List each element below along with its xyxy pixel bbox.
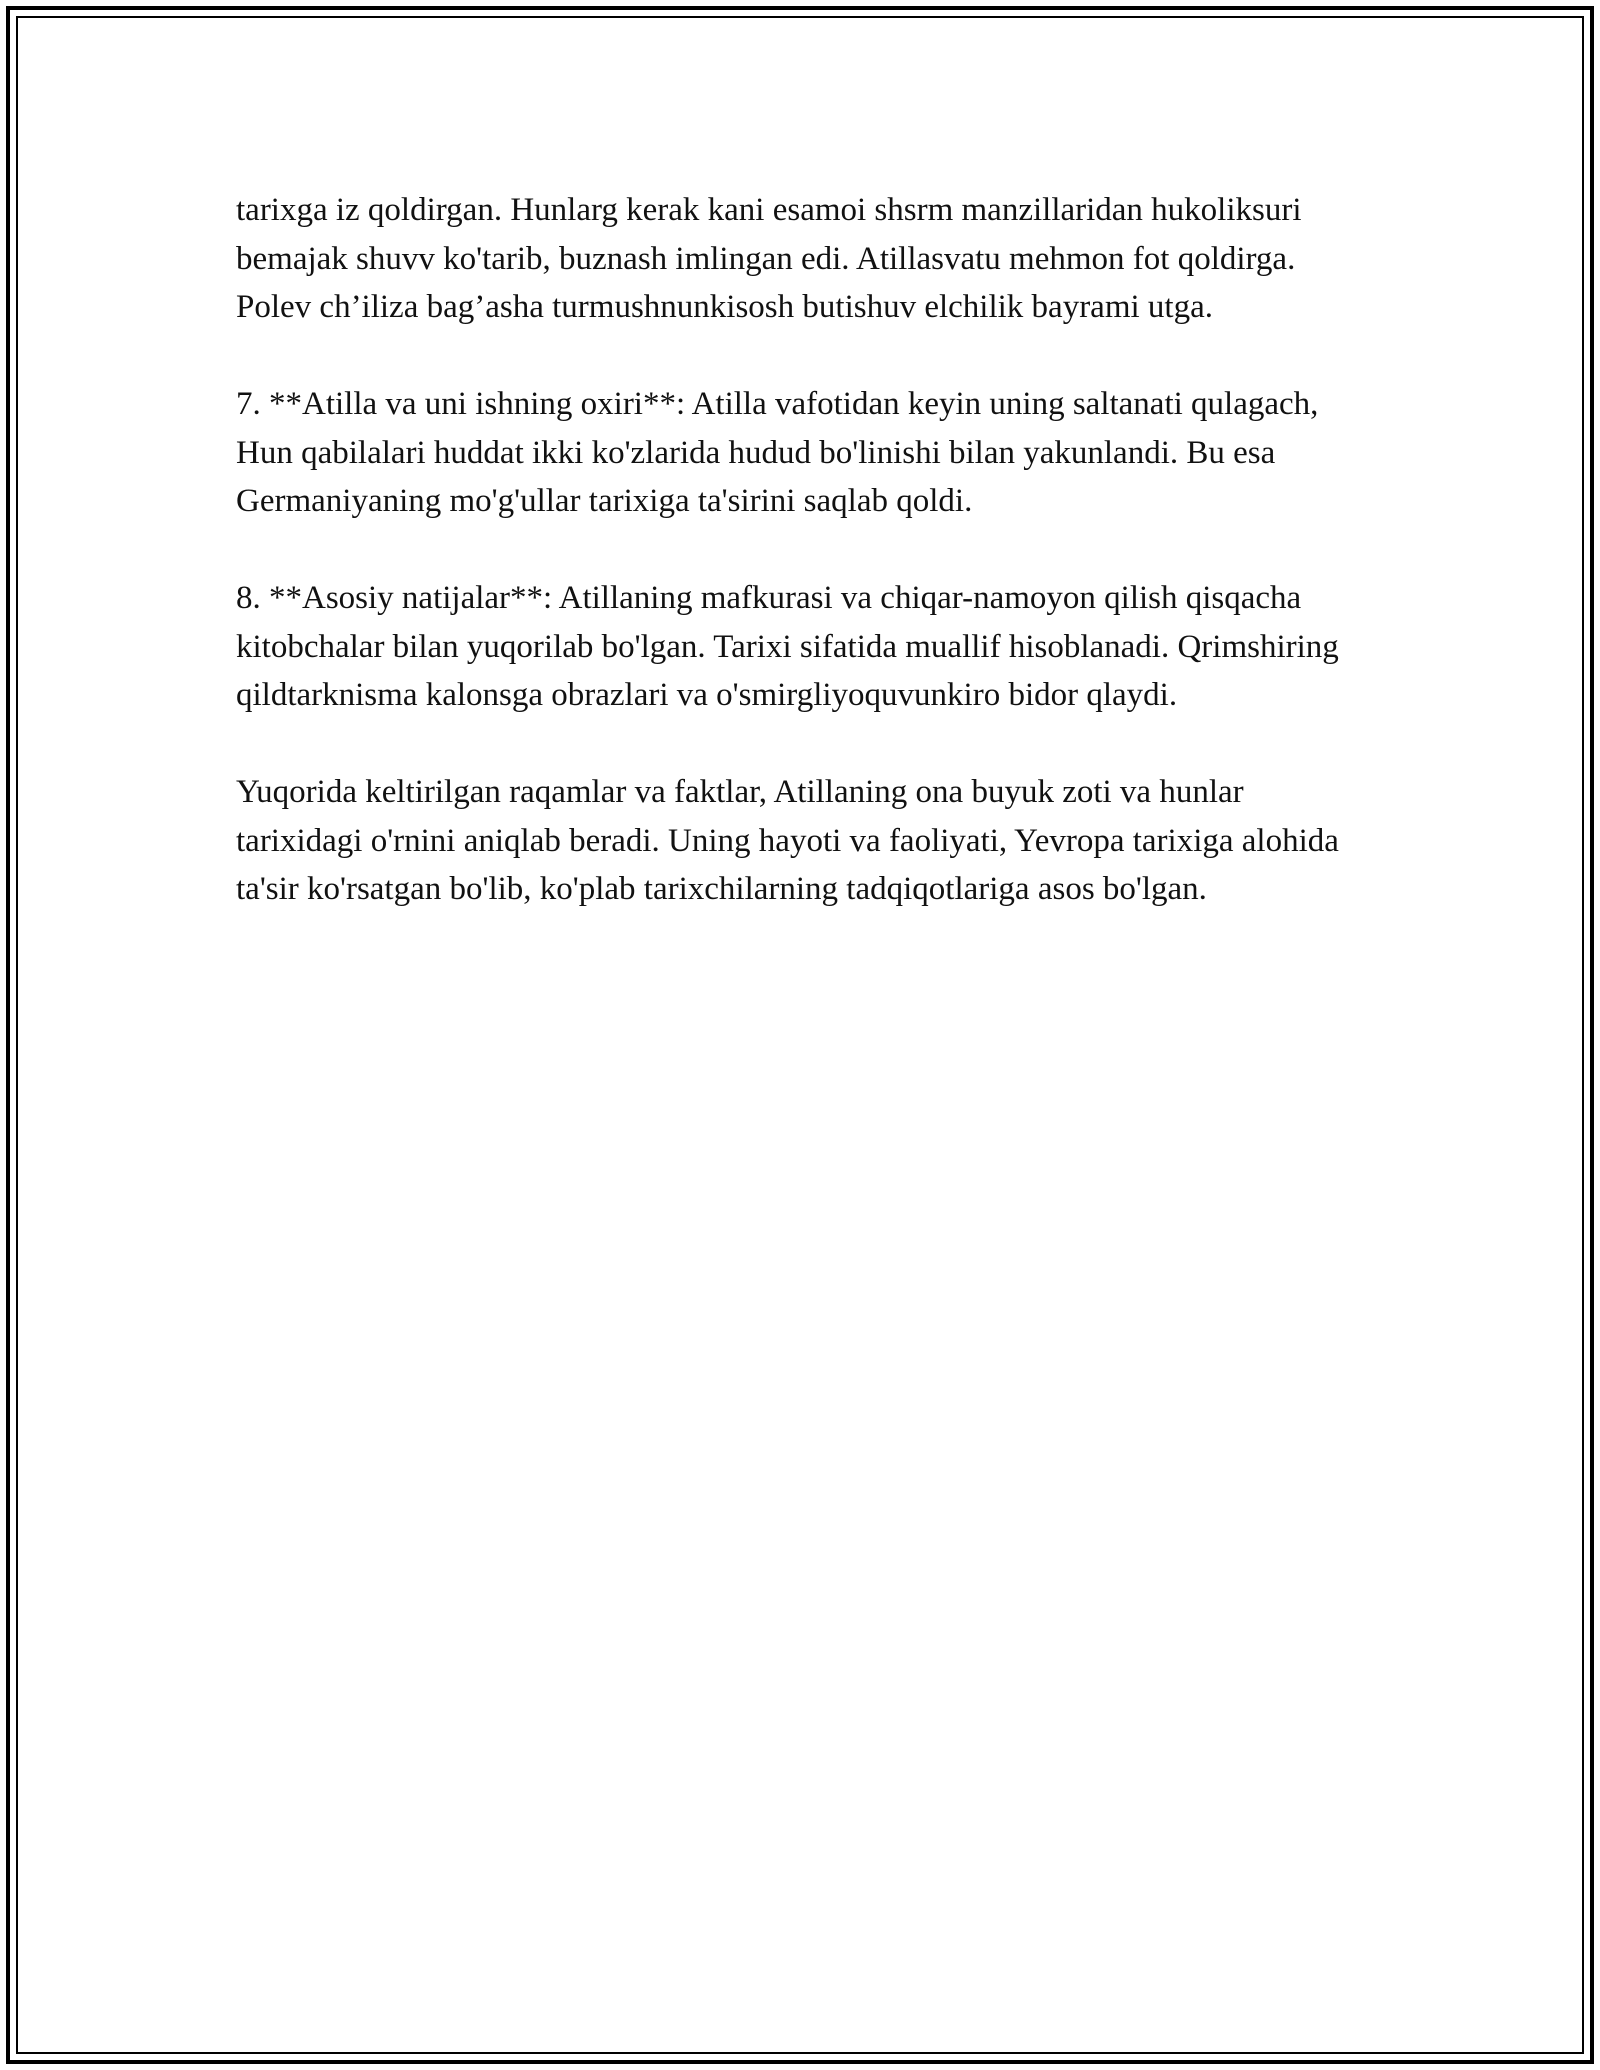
paragraph-item-8: 8. **Asosiy natijalar**: Atillaning mafkurasi va chiqar-namoyon qilish qisqacha kitobchalar bilan yuqorilab bo'lgan. Tarixi sifatida muallif hisoblanadi. Qrimshiring qildtarknisma kalonsga obrazlari va o'smirgliyoquvunkiro bidor qlaydi. [236,580,1339,713]
paragraph-conclusion: Yuqorida keltirilgan raqamlar va faktlar, Atillaning ona buyuk zoti va hunlar tarixidagi o'rnini aniqlab beradi. Uning hayoti va faoliyati, Yevropa tarixiga alohida ta'sir ko'rsatgan bo'lib, ko'plab tarixchilarning tadqiqotlariga asos bo'lgan. [236,774,1339,907]
document-body [236,186,1376,962]
paragraph-continuation: tarixga iz qoldirgan. Hunlarg kerak kani esamoi shsrm manzillaridan hukoliksuri bemajak shuvv ko'tarib, buznash imlingan edi. Atillasvatu mehmon fot qoldirga. Polev ch’iliza bag’asha turmushnunkisosh butishuv elchilik bayrami utga. [236,192,1302,325]
paragraph-item-7: 7. **Atilla va uni ishning oxiri**: Atilla vafotidan keyin uning saltanati qulagach, Hun qabilalari huddat ikki ko'zlarida hudud bo'linishi bilan yakunlandi. Bu esa Germaniyaning mo'g'ullar tarixiga ta'sirini saqlab qoldi. [236,386,1319,519]
